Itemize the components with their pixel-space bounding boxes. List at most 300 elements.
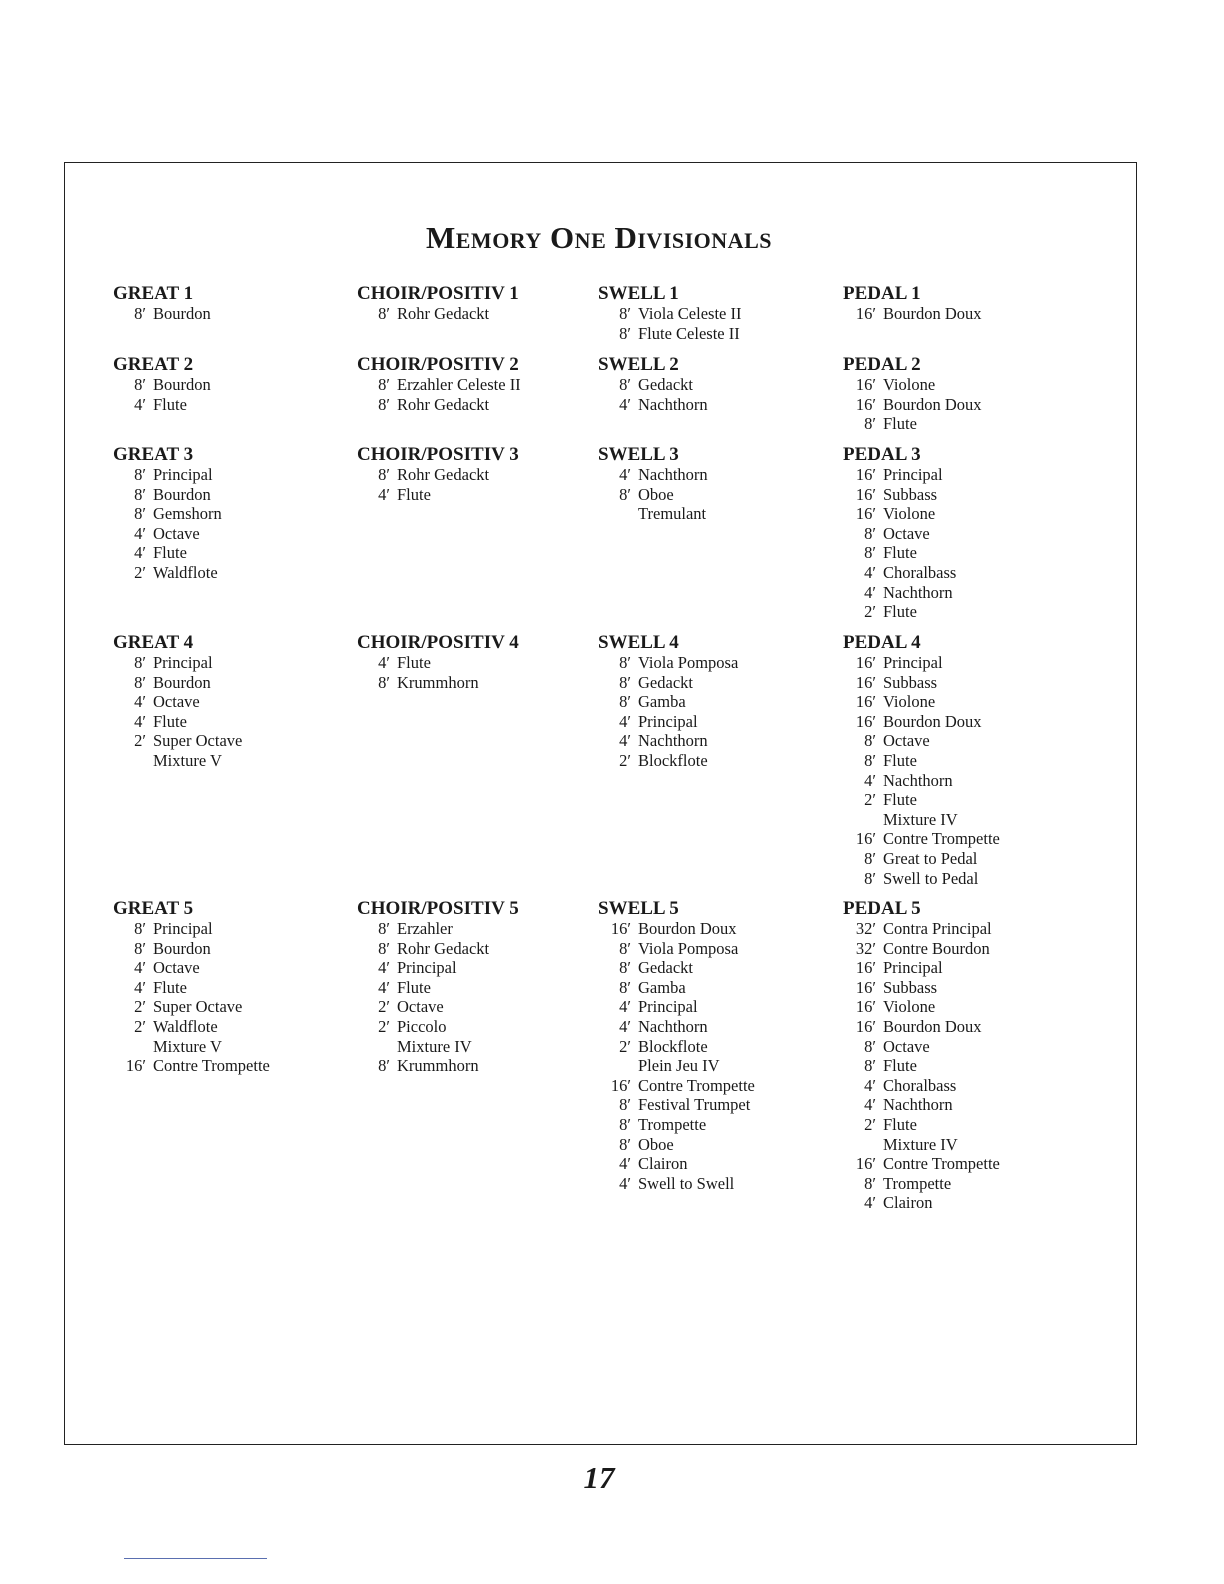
stop-pitch: 8′ <box>134 653 146 672</box>
stop-row <box>843 524 956 544</box>
stop-name: Octave <box>153 958 200 978</box>
stop-name: Nachthorn <box>638 1016 708 1036</box>
stop-pitch: 8′ <box>378 938 390 958</box>
stop-row <box>843 712 1000 732</box>
stop-pitch: 8′ <box>134 938 146 958</box>
stop-pitch <box>357 1037 397 1057</box>
stop-row <box>357 997 519 1017</box>
stop-pitch: 8′ <box>619 672 631 692</box>
stop-row <box>843 504 956 524</box>
stop-row <box>843 673 1000 693</box>
stop-row <box>357 485 519 505</box>
stop-pitch: 4′ <box>378 653 390 672</box>
stop-row <box>598 673 738 693</box>
stop-row <box>113 978 270 998</box>
stop-pitch: 32′ <box>855 919 876 938</box>
divisional-title: SWELL 1 <box>598 283 679 304</box>
stop-name: Flute <box>153 394 187 414</box>
stop-pitch: 16′ <box>855 375 876 394</box>
stop-row <box>843 919 1000 939</box>
stop-pitch <box>598 1056 638 1076</box>
stop-name: Super Octave <box>153 997 243 1017</box>
divisional-group <box>113 284 211 324</box>
stop-name: Rohr Gedackt <box>397 465 490 484</box>
stop-row <box>598 1154 755 1174</box>
stop-name: Bourdon <box>153 375 211 394</box>
stop-name: Gemshorn <box>153 504 222 524</box>
stop-name: Bourdon <box>153 938 211 958</box>
stop-pitch: 4′ <box>864 562 876 582</box>
stop-row <box>843 543 956 563</box>
stop-row <box>598 375 708 395</box>
stop-pitch: 32′ <box>855 938 876 958</box>
stop-pitch: 8′ <box>378 465 390 484</box>
stop-name: Flute <box>883 543 917 563</box>
stop-pitch: 2′ <box>378 1016 390 1036</box>
stop-pitch: 4′ <box>134 394 146 414</box>
stop-name: Trompette <box>638 1114 707 1134</box>
stop-name: Rohr Gedackt <box>397 394 490 414</box>
stop-pitch: 8′ <box>864 1173 876 1193</box>
divisional-title: SWELL 5 <box>598 898 679 919</box>
stop-pitch: 8′ <box>619 304 631 323</box>
stop-name: Flute <box>883 602 917 622</box>
stop-name: Mixture V <box>153 1036 222 1056</box>
stop-row <box>843 1056 1000 1076</box>
stop-pitch: 16′ <box>855 672 876 692</box>
stop-pitch: 8′ <box>619 1134 631 1154</box>
stop-pitch: 16′ <box>855 829 876 849</box>
stop-name: Flute <box>883 790 917 810</box>
stop-pitch: 8′ <box>134 465 146 484</box>
stop-row <box>357 653 519 673</box>
stop-row <box>843 790 1000 810</box>
stop-row <box>843 485 956 505</box>
stop-name: Nachthorn <box>638 731 708 751</box>
stop-name: Nachthorn <box>883 582 953 602</box>
divisional-group <box>843 284 982 324</box>
stop-pitch: 16′ <box>610 919 631 938</box>
stop-pitch: 2′ <box>619 1036 631 1056</box>
stop-row <box>598 731 738 751</box>
stop-row <box>598 653 738 673</box>
stop-row <box>113 543 222 563</box>
stop-row <box>843 978 1000 998</box>
stop-row <box>113 1037 270 1057</box>
divisional-group <box>598 899 755 1193</box>
stop-name: Principal <box>397 958 457 978</box>
stop-row <box>357 1037 519 1057</box>
stop-row <box>113 465 222 485</box>
stop-pitch: 8′ <box>619 958 631 978</box>
stop-name: Flute <box>883 1114 917 1134</box>
stop-row <box>357 375 521 395</box>
stop-pitch: 8′ <box>619 692 631 712</box>
stop-pitch: 4′ <box>619 731 631 751</box>
stop-row <box>598 304 741 324</box>
stop-pitch: 4′ <box>864 1075 876 1095</box>
stop-row <box>598 712 738 732</box>
stop-row <box>843 810 1000 830</box>
divisional-title: GREAT 4 <box>113 632 194 653</box>
stop-name: Gedackt <box>638 375 693 394</box>
stop-pitch: 16′ <box>125 1056 146 1076</box>
stop-pitch: 2′ <box>619 750 631 770</box>
stop-row <box>843 1037 1000 1057</box>
stop-pitch: 8′ <box>619 653 631 672</box>
divisional-group <box>598 445 708 524</box>
stop-name: Principal <box>638 711 698 731</box>
stop-row <box>843 563 956 583</box>
stop-row <box>843 465 956 485</box>
stop-name: Gedackt <box>638 672 693 692</box>
stop-name: Bourdon Doux <box>883 304 982 323</box>
stop-name: Violone <box>883 504 936 524</box>
stop-pitch: 4′ <box>134 711 146 731</box>
stop-name: Nachthorn <box>638 394 708 414</box>
stop-row <box>843 414 982 434</box>
stop-row <box>843 869 1000 889</box>
divisional-title: PEDAL 4 <box>843 632 921 653</box>
stop-pitch: 4′ <box>864 770 876 790</box>
stop-pitch: 8′ <box>864 1056 876 1076</box>
stop-row <box>357 939 519 959</box>
stop-row <box>357 958 519 978</box>
stop-pitch: 2′ <box>134 997 146 1017</box>
stop-name: Blockflote <box>638 750 708 770</box>
divisional-title: GREAT 1 <box>113 283 194 304</box>
stop-row <box>843 395 982 415</box>
stop-pitch <box>843 810 883 830</box>
stop-row <box>598 1037 755 1057</box>
stop-row <box>598 1115 755 1135</box>
page-number: 17 <box>583 1460 615 1495</box>
stop-pitch: 4′ <box>619 1016 631 1036</box>
divisional-group <box>113 633 242 771</box>
divisional-title: CHOIR/POSITIV 2 <box>357 354 519 375</box>
stop-pitch: 16′ <box>855 977 876 997</box>
stop-pitch: 4′ <box>378 958 390 978</box>
stop-row <box>113 731 242 751</box>
stop-row <box>598 1095 755 1115</box>
stop-name: Flute Celeste II <box>638 323 740 343</box>
stop-row <box>843 771 1000 791</box>
stop-name: Choralbass <box>883 1075 957 1095</box>
stop-pitch: 8′ <box>134 672 146 692</box>
stop-row <box>843 731 1000 751</box>
stop-pitch: 8′ <box>864 543 876 563</box>
stop-name: Flute <box>883 414 917 434</box>
stop-name: Subbass <box>883 672 938 692</box>
stop-name: Gamba <box>638 692 686 712</box>
stop-name: Flute <box>153 543 187 563</box>
stop-name: Oboe <box>638 1134 674 1154</box>
stop-row <box>598 919 755 939</box>
stop-pitch: 8′ <box>378 672 390 692</box>
stop-name: Contre Trompette <box>883 1154 1000 1174</box>
stop-row <box>113 751 242 771</box>
stop-row <box>843 849 1000 869</box>
stop-pitch: 4′ <box>619 711 631 731</box>
stop-name: Mixture IV <box>883 809 958 829</box>
stop-name: Violone <box>883 375 936 394</box>
divisional-group <box>843 633 1000 888</box>
stop-name: Bourdon Doux <box>883 711 982 731</box>
stop-name: Tremulant <box>638 504 707 524</box>
stop-pitch: 16′ <box>855 958 876 978</box>
stop-name: Octave <box>397 997 444 1017</box>
stop-row <box>357 919 519 939</box>
stop-pitch: 4′ <box>864 1193 876 1213</box>
stop-row <box>843 939 1000 959</box>
stop-pitch: 4′ <box>134 692 146 712</box>
stop-name: Oboe <box>638 484 674 504</box>
stop-row <box>843 375 982 395</box>
stop-name: Gedackt <box>638 958 693 978</box>
stop-row <box>598 324 741 344</box>
stop-pitch: 2′ <box>864 602 876 622</box>
stop-row <box>843 1193 1000 1213</box>
stop-name: Violone <box>883 692 936 712</box>
divisional-title: PEDAL 5 <box>843 898 921 919</box>
stop-row <box>357 395 521 415</box>
stop-row <box>843 602 956 622</box>
stop-pitch: 8′ <box>134 504 146 524</box>
stop-name: Contre Trompette <box>153 1056 270 1076</box>
divisional-title: SWELL 2 <box>598 354 679 375</box>
stop-row <box>113 692 242 712</box>
stop-name: Bourdon Doux <box>883 394 982 414</box>
stop-pitch: 8′ <box>134 375 146 394</box>
stop-name: Krummhorn <box>397 1056 479 1076</box>
stop-row <box>843 1135 1000 1155</box>
stop-name: Principal <box>153 653 213 672</box>
divisional-group <box>598 633 738 771</box>
stop-row <box>843 958 1000 978</box>
stop-pitch: 8′ <box>134 919 146 938</box>
divisional-group <box>113 445 222 583</box>
stop-name: Mixture IV <box>397 1036 472 1056</box>
stop-name: Rohr Gedackt <box>397 938 490 958</box>
stop-pitch: 8′ <box>378 375 390 394</box>
stop-pitch: 8′ <box>378 919 390 938</box>
stop-pitch: 16′ <box>610 1075 631 1095</box>
stop-pitch: 4′ <box>864 582 876 602</box>
stop-name: Contre Bourdon <box>883 938 990 958</box>
stop-name: Contre Trompette <box>638 1075 755 1095</box>
stop-pitch: 8′ <box>378 394 390 414</box>
stop-row <box>843 583 956 603</box>
stop-pitch: 4′ <box>134 523 146 543</box>
divisional-title: CHOIR/POSITIV 4 <box>357 632 519 653</box>
stop-pitch: 8′ <box>619 1114 631 1134</box>
stop-pitch: 8′ <box>378 1056 390 1076</box>
stop-name: Erzahler <box>397 919 453 938</box>
stop-pitch: 4′ <box>134 958 146 978</box>
stop-pitch: 2′ <box>864 790 876 810</box>
stop-pitch: 4′ <box>864 1095 876 1115</box>
divisional-group <box>598 355 708 414</box>
stop-pitch: 4′ <box>134 977 146 997</box>
stop-row <box>598 692 738 712</box>
stop-name: Octave <box>883 1036 930 1056</box>
stop-row <box>843 1115 1000 1135</box>
stop-name: Octave <box>883 523 930 543</box>
stop-pitch: 8′ <box>864 1036 876 1056</box>
stop-name: Octave <box>153 692 200 712</box>
divisional-title: SWELL 3 <box>598 444 679 465</box>
stop-pitch: 16′ <box>855 394 876 414</box>
stop-row <box>357 304 519 324</box>
stop-name: Swell to Swell <box>638 1173 735 1193</box>
stop-row <box>598 939 755 959</box>
stop-name: Super Octave <box>153 731 243 751</box>
stop-name: Flute <box>883 1056 917 1076</box>
stop-row <box>843 1154 1000 1174</box>
stop-name: Piccolo <box>397 1016 447 1036</box>
stop-row <box>598 978 755 998</box>
stop-name: Flute <box>397 977 431 997</box>
stop-row <box>113 1017 270 1037</box>
stop-pitch: 8′ <box>864 848 876 868</box>
stop-name: Contra Principal <box>883 919 992 938</box>
stop-pitch: 16′ <box>855 304 876 323</box>
stop-name: Bourdon Doux <box>638 919 737 938</box>
stop-name: Principal <box>153 919 213 938</box>
stop-row <box>843 1017 1000 1037</box>
stop-name: Subbass <box>883 977 938 997</box>
stop-name: Krummhorn <box>397 672 479 692</box>
stop-name: Festival Trumpet <box>638 1095 751 1115</box>
stop-pitch: 16′ <box>855 1154 876 1174</box>
stop-pitch: 8′ <box>378 304 390 323</box>
stop-pitch: 2′ <box>378 997 390 1017</box>
stop-row <box>843 1076 1000 1096</box>
stop-row <box>113 958 270 978</box>
stop-pitch: 16′ <box>855 692 876 712</box>
divisional-group <box>113 899 270 1076</box>
stop-row <box>598 958 755 978</box>
stop-name: Octave <box>153 523 200 543</box>
stop-row <box>598 997 755 1017</box>
stop-name: Principal <box>883 958 943 978</box>
stop-row <box>113 563 222 583</box>
stop-row <box>598 465 708 485</box>
stop-pitch: 16′ <box>855 711 876 731</box>
stop-row <box>357 1056 519 1076</box>
stop-row <box>843 304 982 324</box>
stop-name: Subbass <box>883 484 938 504</box>
stop-pitch: 2′ <box>864 1114 876 1134</box>
stop-pitch: 8′ <box>619 1095 631 1115</box>
divisional-group <box>357 445 519 504</box>
stop-row <box>843 829 1000 849</box>
divisional-title: GREAT 5 <box>113 898 194 919</box>
divisional-title: PEDAL 2 <box>843 354 921 375</box>
stop-pitch: 8′ <box>134 304 146 323</box>
stop-row <box>357 465 519 485</box>
stop-pitch <box>843 1135 883 1155</box>
stop-pitch: 4′ <box>134 543 146 563</box>
stop-pitch: 8′ <box>619 938 631 958</box>
stop-row <box>357 1017 519 1037</box>
divisional-title: PEDAL 3 <box>843 444 921 465</box>
stop-name: Flute <box>883 750 917 770</box>
stop-pitch: 8′ <box>619 375 631 394</box>
stop-row <box>113 375 211 395</box>
stop-name: Swell to Pedal <box>883 868 979 888</box>
divisional-group <box>357 899 519 1076</box>
stop-name: Flute <box>153 711 187 731</box>
stop-name: Principal <box>153 465 213 484</box>
stop-pitch: 16′ <box>855 484 876 504</box>
divisional-group <box>843 899 1000 1213</box>
divisional-group <box>843 445 956 622</box>
stop-name: Viola Pomposa <box>638 938 739 958</box>
footer-rule <box>124 1558 267 1559</box>
stop-name: Flute <box>397 653 431 672</box>
stop-pitch: 4′ <box>378 484 390 504</box>
stop-pitch <box>598 504 638 524</box>
divisional-group <box>357 633 519 692</box>
divisional-group <box>357 355 521 414</box>
stop-row <box>113 653 242 673</box>
stop-pitch: 4′ <box>619 1173 631 1193</box>
divisional-title: CHOIR/POSITIV 1 <box>357 283 519 304</box>
stop-pitch: 4′ <box>378 977 390 997</box>
stop-name: Bourdon <box>153 304 211 323</box>
stop-name: Bourdon <box>153 484 211 504</box>
divisional-title: CHOIR/POSITIV 3 <box>357 444 519 465</box>
stop-pitch: 16′ <box>855 504 876 524</box>
stop-row <box>843 751 1000 771</box>
stop-row <box>843 653 1000 673</box>
divisional-group <box>113 355 211 414</box>
stop-row <box>598 504 708 524</box>
stop-pitch: 16′ <box>855 465 876 484</box>
stop-name: Gamba <box>638 977 686 997</box>
stop-name: Viola Celeste II <box>638 304 742 323</box>
divisional-group <box>357 284 519 324</box>
stop-row <box>843 692 1000 712</box>
stop-row <box>843 1095 1000 1115</box>
divisional-title: GREAT 2 <box>113 354 194 375</box>
stop-row <box>113 524 222 544</box>
stop-row <box>598 1076 755 1096</box>
stop-row <box>598 1174 755 1194</box>
stop-name: Rohr Gedackt <box>397 304 490 323</box>
stop-name: Trompette <box>883 1173 952 1193</box>
stop-row <box>598 395 708 415</box>
divisional-group <box>598 284 741 343</box>
stop-pitch: 4′ <box>619 394 631 414</box>
stop-pitch: 4′ <box>619 997 631 1017</box>
stop-pitch: 8′ <box>864 750 876 770</box>
stop-row <box>113 673 242 693</box>
stop-name: Principal <box>883 465 943 484</box>
stop-name: Principal <box>883 653 943 672</box>
stop-name: Viola Pomposa <box>638 653 739 672</box>
stop-row <box>113 939 270 959</box>
stop-pitch: 16′ <box>855 653 876 672</box>
stop-name: Principal <box>638 997 698 1017</box>
stop-row <box>598 1017 755 1037</box>
stop-pitch: 16′ <box>855 997 876 1017</box>
stop-row <box>357 673 519 693</box>
stop-name: Great to Pedal <box>883 848 978 868</box>
stop-row <box>843 1174 1000 1194</box>
stop-pitch: 8′ <box>619 323 631 343</box>
